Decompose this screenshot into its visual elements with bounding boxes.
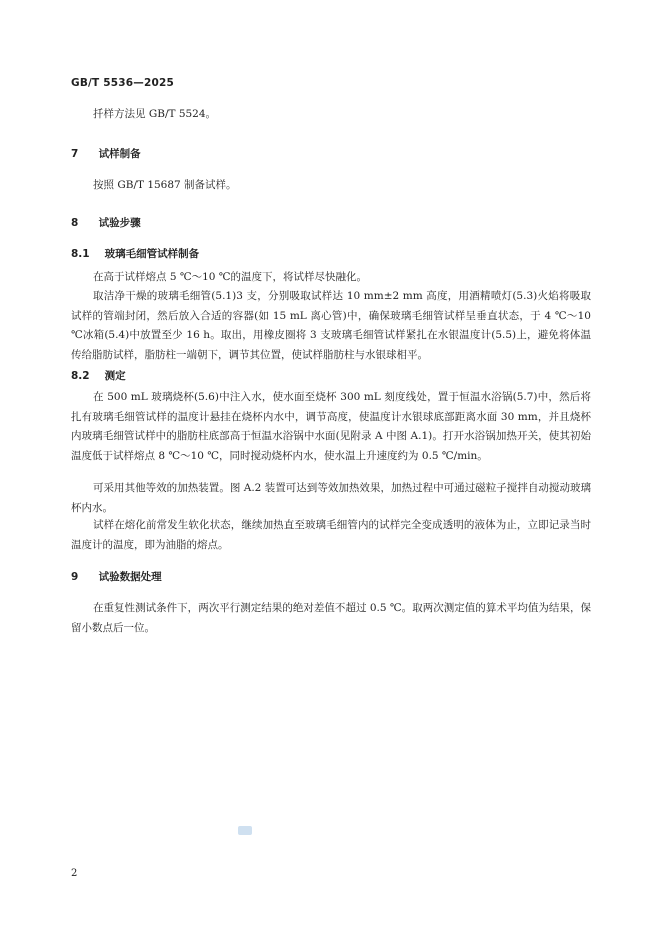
section-8-2-title: 测定 xyxy=(104,370,126,382)
section-9-number: 9 xyxy=(71,571,79,583)
section-8-number: 8 xyxy=(71,217,79,229)
section-7-heading xyxy=(71,146,141,161)
section-8-1-title: 玻璃毛细管试样制备 xyxy=(104,248,200,260)
section-8-2-paragraph-2: 可采用其他等效的加热装置。图 A.2 装置可达到等效加热效果，加热过程中可通过磁粒子搅拌自动搅动玻璃杯内水。 xyxy=(71,482,591,514)
section-9-text: 在重复性测试条件下，两次平行测定结果的绝对差值不超过 0.5 ℃。取两次测定值的算术平均值为结果，保留小数点后一位。 xyxy=(71,602,591,634)
section-9-heading xyxy=(71,569,162,584)
section-8-2-heading xyxy=(71,368,126,383)
section-9-title: 试验数据处理 xyxy=(98,571,162,583)
watermark-logo xyxy=(238,826,252,835)
sampling-text: 扦样方法见 GB/T 5524。 xyxy=(93,108,217,120)
section-8-2-paragraph-1: 在 500 mL 玻璃烧杯(5.6)中注入水，使水面至烧杯 300 mL 刻度线处，置于恒温水浴锅(5.7)中，然后将扎有玻璃毛细管试样的温度计悬挂在烧杯内水中，调节高度，使温度计水银球底部距离水面 30 mm，并且烧杯内玻璃毛细管试样中的脂肪柱底部高于恒温水浴锅中水面(见附录 A 中图 A.1)。打开水浴锅加热开关，使其初始温度低于试样熔点 8 ℃～10 ℃，同时搅动烧杯内水，使水温上升速度约为 0.5 ℃/min。 xyxy=(71,391,591,462)
section-8-2-number: 8.2 xyxy=(71,370,90,382)
section-7-title: 试样制备 xyxy=(98,148,141,160)
section-8-heading xyxy=(71,215,141,230)
section-8-1-paragraph-2: 取洁净干燥的玻璃毛细管(5.1)3 支，分别吸取试样达 10 mm±2 mm 高度，用酒精喷灯(5.3)火焰将吸取试样的管端封闭，然后放入合适的容器(如 15 mL 离心管)中，确保玻璃毛细管试样呈垂直状态，于 4 ℃～10 ℃冰箱(5.4)中放置至少 16 h。取出，用橡皮圈将 3 支玻璃毛细管试样紧扎在水银温度计(5.5)上，避免将体温传给脂肪试样，脂肪柱一端朝下，调节其位置，使试样脂肪柱与水银球相平。 xyxy=(71,290,591,361)
page-number: 2 xyxy=(71,868,78,879)
section-8-1-heading xyxy=(71,246,199,261)
section-8-2-paragraph-3: 试样在熔化前常发生软化状态，继续加热直至玻璃毛细管内的试样完全变成透明的液体为止，立即记录当时温度计的温度，即为油脂的熔点。 xyxy=(71,519,591,551)
section-8-title: 试验步骤 xyxy=(98,217,141,229)
section-8-1-paragraph-1: 在高于试样熔点 5 ℃～10 ℃的温度下，将试样尽快融化。 xyxy=(93,271,368,283)
section-8-1-number: 8.1 xyxy=(71,248,90,260)
document-code: GB/T 5536—2025 xyxy=(71,77,175,89)
section-7-text: 按照 GB/T 15687 制备试样。 xyxy=(93,179,237,191)
section-7-number: 7 xyxy=(71,148,79,160)
